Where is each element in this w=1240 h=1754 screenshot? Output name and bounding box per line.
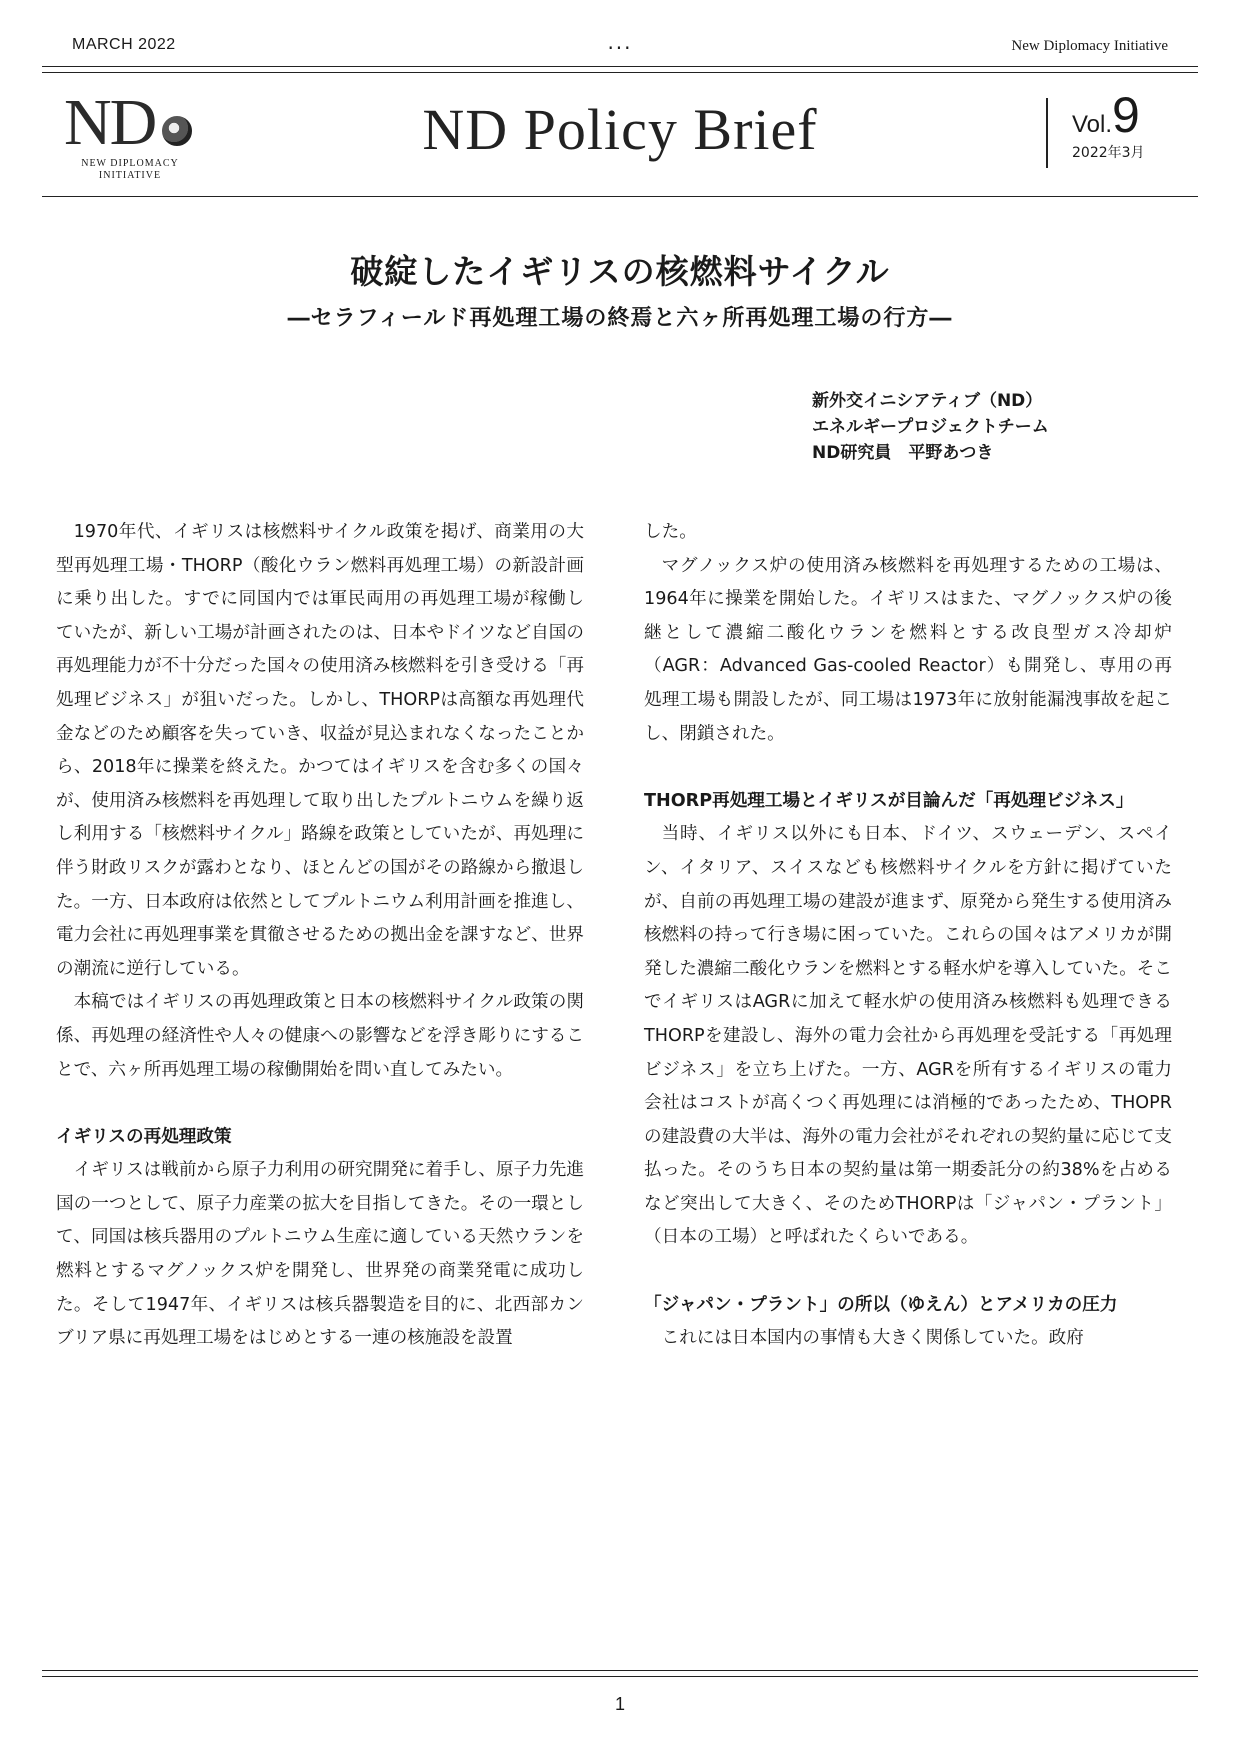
masthead-rule (42, 196, 1198, 197)
publication-title: ND Policy Brief (422, 97, 818, 162)
organization-name: New Diplomacy Initiative (1011, 38, 1168, 54)
volume-divider (1046, 98, 1048, 168)
article-subtitle: ―セラフィールド再処理工場の終焉と六ヶ所再処理工場の行方― (287, 306, 953, 331)
footer-rule (42, 1670, 1198, 1677)
paragraph: これには日本国内の事情も大きく関係していた。政府 (661, 1328, 1084, 1349)
logo-subtitle-line2: INITIATIVE (98, 170, 162, 181)
logo-subtitle-line1: NEW DIPLOMACY (81, 158, 179, 169)
volume-block (1072, 87, 1145, 162)
article-title-block (0, 246, 1240, 332)
volume-number: 9 (1112, 87, 1140, 143)
volume-label: Vol. (1072, 111, 1113, 138)
left-column (56, 516, 584, 1356)
masthead (42, 82, 1198, 192)
author-block (812, 388, 1049, 466)
paragraph: イギリスは戦前から原子力利用の研究開発に着手し、原子力先進国の一つとして、原子力産業の拡大を目指してきた。その一環として、同国は核兵器用のプルトニウム生産に適している天然ウランを燃料とするマグノックス炉を開発し、世界発の商業発電に成功した。そして1947年、イギリスは核兵器製造を目的に、北西部カンブリア県に再処理工場をはじめとする一連の核施設を設置 (56, 1160, 584, 1349)
author-line: 新外交イニシアティブ（ND） (812, 391, 1043, 411)
page-number: 1 (614, 1694, 625, 1714)
author-line: ND研究員 平野あつき (812, 443, 994, 463)
section-heading: 「ジャパン・プラント」の所以（ゆえん）とアメリカの圧力 (644, 1294, 1118, 1315)
article-title: 破綻したイギリスの核燃料サイクル (350, 252, 890, 291)
section-heading: イギリスの再処理政策 (56, 1126, 232, 1147)
paragraph: した。 (644, 522, 697, 542)
issue-date: MARCH 2022 (72, 36, 176, 53)
volume-date: 2022年3月 (1072, 145, 1145, 161)
top-header (42, 30, 1198, 66)
header-dots: ... (607, 30, 633, 54)
paragraph: 本稿ではイギリスの再処理政策と日本の核燃料サイクル政策の関係、再処理の経済性や人々の健康への影響などを浮き彫りにすることで、六ヶ所再処理工場の稼働開始を問い直してみたい。 (56, 992, 584, 1080)
section-heading: THORP再処理工場とイギリスが目論んだ「再処理ビジネス」 (644, 790, 1134, 811)
logo-mark: ND (64, 86, 156, 159)
right-column (644, 516, 1172, 1356)
paragraph: 当時、イギリス以外にも日本、ドイツ、スウェーデン、スペイン、イタリア、スイスなども核燃料サイクルを方針に掲げていたが、自前の再処理工場の建設が進まず、原発から発生する使用済み核燃料の持って行き場に困っていた。これらの国々はアメリカが開発した濃縮二酸化ウランを燃料とする軽水炉を導入していた。そこでイギリスはAGRに加えて軽水炉の使用済み核燃料も処理できるTHORPを建設し、海外の電力会社から再処理を受託する「再処理ビジネス」を立ち上げた。一方、AGRを所有するイギリスの電力会社はコストが高くつく再処理には消極的であったため、THOPRの建設費の大半は、海外の電力会社がそれぞれの契約量に応じて支払った。そのうち日本の契約量は第一期委託分の約38%を占めるなど突出して大きく、そのためTHORPは「ジャパン・プラント」（日本の工場）と呼ばれたくらいである。 (644, 824, 1172, 1248)
paragraph: マグノックス炉の使用済み核燃料を再処理するための工場は、1964年に操業を開始した。イギリスはまた、マグノックス炉の後継として濃縮二酸化ウランを燃料とする改良型ガス冷却炉（AGR：Advanced Gas-cooled Reactor）も開発し、専用の再処理工場も開設したが、同工場は1973年に放射能漏洩事故を起こし、閉鎖された。 (644, 555, 1172, 744)
author-line: エネルギープロジェクトチーム (812, 417, 1049, 437)
paragraph: 1970年代、イギリスは核燃料サイクル政策を掲げ、商業用の大型再処理工場・THORP（酸化ウラン燃料再処理工場）の新設計画に乗り出した。すでに同国内では軍民両用の再処理工場が稼働していたが、新しい工場が計画されたのは、日本やドイツなど自国の再処理能力が不十分だった国々の使用済み核燃料を引き受ける「再処理ビジネス」が狙いだった。しかし、THORPは高額な再処理代金などのため顧客を失っていき、収益が見込まれなくなったことから、2018年に操業を終えた。かつてはイギリスを含む多くの国々が、使用済み核燃料を再処理して取り出したプルトニウムを繰り返し利用する「核燃料サイクル」路線を政策としていたが、再処理に伴う財政リスクが露わとなり、ほとんどの国がその路線から撤退した。一方、日本政府は依然としてプルトニウム利用計画を推進し、電力会社に再処理事業を貫徹させるための拠出金を課すなど、世界の潮流に逆行している。 (56, 522, 584, 979)
header-rule (42, 66, 1198, 73)
